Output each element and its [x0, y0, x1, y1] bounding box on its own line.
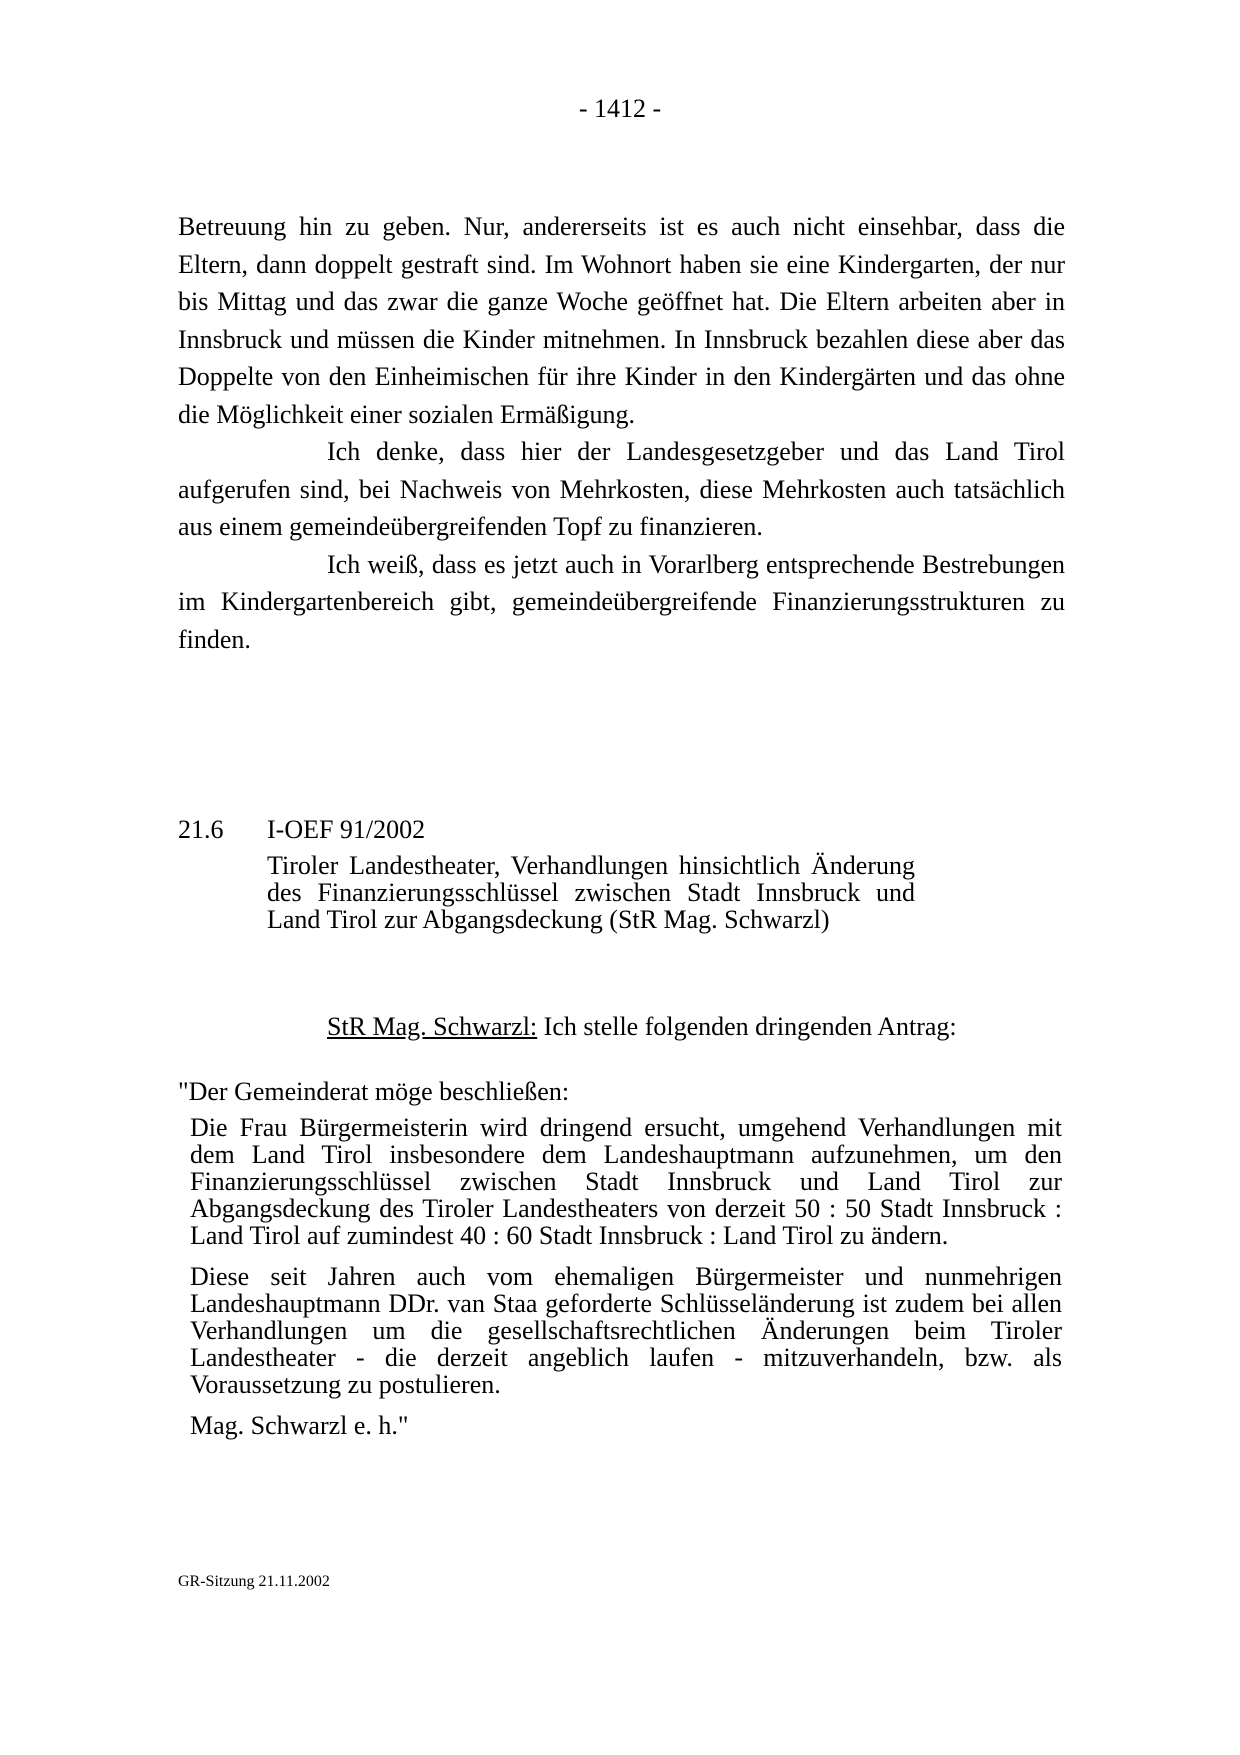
- agenda-item-heading: [178, 813, 425, 847]
- continuation-text: [178, 208, 1065, 658]
- motion-intro: "Der Gemeinderat möge beschließen:: [178, 1077, 570, 1106]
- motion-paragraph: Diese seit Jahren auch vom ehemaligen Bürgermeister und nunmehrigen Landeshauptmann DDr. van Staa geforderte Schlüsseländerung ist zudem bei allen Verhandlungen um die gesellschaftsrechtlichen Änderungen beim Tiroler Landestheater - die derzeit angeblich laufen - mitzuverhandeln, bzw. als Voraussetzung zu postulieren.: [190, 1262, 1062, 1399]
- paragraph: Betreuung hin zu geben. Nur, andererseits ist es auch nicht einsehbar, dass die Eltern, dann doppelt gestraft sind. Im Wohnort haben sie eine Kindergarten, der nur bis Mittag und das zwar die ganze Woche geöffnet hat. Die Eltern arbeiten aber in Innsbruck und müssen die Kinder mitnehmen. In Innsbruck bezahlen diese aber das Doppelte von den Einheimischen für ihre Kinder in den Kindergärten und das ohne die Möglichkeit einer sozialen Ermäßigung.: [178, 212, 1065, 429]
- motion-paragraph: Die Frau Bürgermeisterin wird dringend ersucht, umgehend Verhandlungen mit dem Land Tirol insbesondere dem Landeshauptmann aufzunehmen, um den Finanzierungsschlüssel zwischen Stadt Innsbruck und Land Tirol zur Abgangsdeckung des Tiroler Landestheaters von derzeit 50 : 50 Stadt Innsbruck : Land Tirol auf zumindest 40 : 60 Stadt Innsbruck : Land Tirol zu ändern.: [190, 1113, 1062, 1250]
- footer-session: GR-Sitzung 21.11.2002: [178, 1573, 330, 1590]
- paragraph: Ich weiß, dass es jetzt auch in Vorarlberg entsprechende Bestrebungen im Kindergartenbereich gibt, gemeindeübergreifende Finanzierungsstrukturen zu finden.: [178, 549, 1065, 654]
- page-number: - 1412 -: [578, 94, 662, 123]
- motion-signature: Mag. Schwarzl e. h.": [190, 1411, 409, 1440]
- motion-body: [190, 1114, 1062, 1453]
- speaker-name: StR Mag. Schwarzl:: [327, 1012, 538, 1041]
- agenda-item-subject: Tiroler Landestheater, Verhandlungen hinsichtlich Änderung des Finanzierungsschlüssel zwischen Stadt Innsbruck und Land Tirol zur Abgangsdeckung (StR Mag. Schwarzl): [267, 851, 915, 934]
- statement-text: Ich stelle folgenden dringenden Antrag:: [537, 1012, 957, 1041]
- speaker-statement: [327, 1010, 957, 1044]
- agenda-item-number: 21.6: [178, 815, 224, 844]
- agenda-item-reference: I-OEF 91/2002: [267, 815, 426, 844]
- paragraph: Ich denke, dass hier der Landesgesetzgeber und das Land Tirol aufgerufen sind, bei Nachweis von Mehrkosten, diese Mehrkosten auch tatsächlich aus einem gemeindeübergreifenden Topf zu finanzieren.: [178, 437, 1065, 541]
